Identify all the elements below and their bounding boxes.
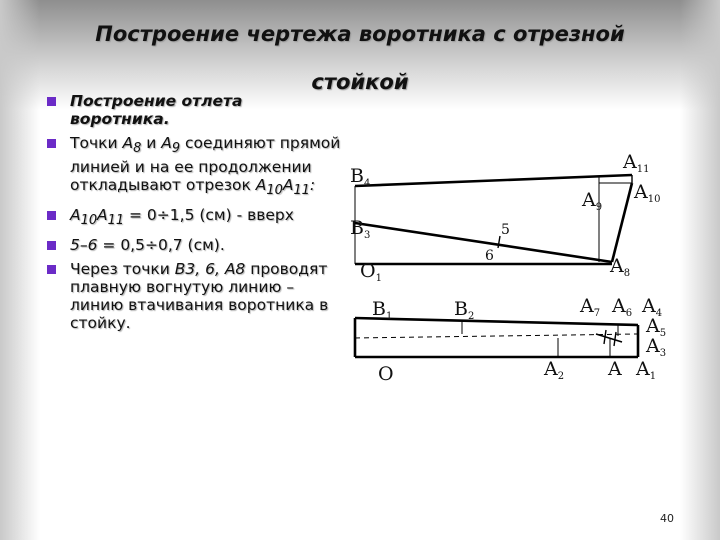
line-a10-a8 bbox=[612, 183, 632, 262]
square-bullet-icon bbox=[47, 97, 56, 106]
label-a6: $A_6$ bbox=[612, 295, 633, 319]
bullet-item bbox=[44, 236, 344, 254]
line-b3-a8 bbox=[355, 223, 612, 262]
label-a4: $A_4$ bbox=[642, 295, 663, 319]
label-o: O bbox=[378, 363, 394, 385]
point-label: А bbox=[97, 206, 108, 225]
label-a9: $A_9$ bbox=[582, 189, 603, 213]
label-a2: $A_2$ bbox=[544, 358, 565, 382]
collar-drawing bbox=[330, 140, 690, 390]
label-a8: $A_8$ bbox=[610, 255, 631, 279]
mark-tick-2 bbox=[614, 332, 616, 346]
segment-label: 5–6 bbox=[70, 236, 98, 255]
point-label: А bbox=[122, 134, 134, 152]
label-point-6: 6 bbox=[485, 248, 494, 264]
label-a: A bbox=[608, 358, 622, 380]
square-bullet-icon bbox=[47, 211, 56, 220]
bullet-text: Через точки bbox=[70, 260, 175, 279]
label-a5: $A_5$ bbox=[646, 315, 667, 339]
bullet-item bbox=[44, 92, 344, 128]
point-subscript: 11 bbox=[293, 183, 310, 199]
label-b3: $B_3$ bbox=[350, 217, 371, 241]
collar-stand-figure bbox=[355, 318, 638, 357]
label-b2: $B_2$ bbox=[454, 298, 475, 322]
page-number: 40 bbox=[660, 512, 674, 525]
point-label: А bbox=[70, 206, 81, 225]
title-line-1: Построение чертежа воротника с отрезной bbox=[95, 22, 625, 46]
label-a3: $A_3$ bbox=[646, 335, 667, 359]
point-label: А bbox=[161, 134, 172, 152]
square-bullet-icon bbox=[47, 241, 56, 250]
label-a1: $A_1$ bbox=[636, 358, 657, 382]
bullet-item bbox=[44, 206, 344, 230]
point-subscript: 9 bbox=[171, 141, 181, 157]
label-b1: $B_1$ bbox=[372, 298, 393, 322]
bullet-list bbox=[44, 92, 344, 338]
bullet-text: соединяют прямой линией и на ее продолжении откладывают отрезок bbox=[70, 134, 341, 195]
bullet-text: : bbox=[309, 176, 316, 195]
stand-top-line bbox=[355, 318, 638, 325]
label-point-5: 5 bbox=[501, 222, 510, 238]
point-subscript: 11 bbox=[107, 213, 125, 229]
label-o1: $O_1$ bbox=[360, 260, 382, 284]
top-line-b4-a11 bbox=[355, 175, 632, 186]
label-a10: $A_{10}$ bbox=[634, 181, 661, 205]
square-bullet-icon bbox=[47, 139, 56, 148]
bullet-text: = 0,5÷0,7 (см). bbox=[97, 236, 225, 255]
bullet-text: проводят плавную вогнутую линию – линию втачивания воротника в стойку. bbox=[70, 260, 329, 333]
square-bullet-icon bbox=[47, 265, 56, 274]
bullet-text: Точки bbox=[70, 134, 123, 152]
label-b4: $B_4$ bbox=[350, 165, 371, 189]
bullet-item bbox=[44, 260, 344, 332]
stand-dashed-line bbox=[355, 334, 638, 338]
bullet-text: и bbox=[141, 134, 162, 152]
point-label: А bbox=[282, 176, 294, 195]
point-subscript: 8 bbox=[133, 141, 142, 157]
mark-tick-1 bbox=[604, 330, 606, 344]
point-list: В3, 6, А8 bbox=[174, 260, 246, 279]
title-line-2: стойкой bbox=[311, 70, 409, 94]
bullet-text: = 0÷1,5 (см) - вверх bbox=[124, 206, 294, 225]
diagram-labels bbox=[350, 151, 666, 385]
point-subscript: 10 bbox=[80, 213, 98, 229]
point-label: А bbox=[255, 176, 267, 195]
point-subscript: 10 bbox=[266, 183, 283, 199]
label-a11: $A_{11}$ bbox=[623, 151, 650, 175]
label-a7: $A_7$ bbox=[580, 295, 601, 319]
bullet-item bbox=[44, 134, 344, 200]
bullet-text: Построение отлета воротника. bbox=[70, 92, 243, 128]
